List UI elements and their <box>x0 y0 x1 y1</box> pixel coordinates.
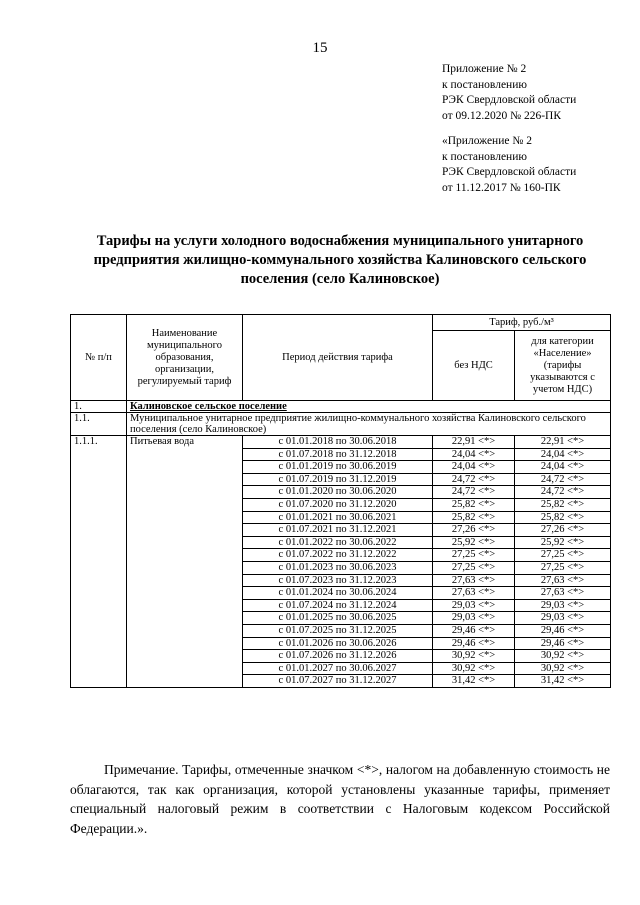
appendix-line: «Приложение № 2 <box>442 135 532 147</box>
document-title: Тарифы на услуги холодного водоснабжения муниципального унитарного предприятия жилищно-коммунального хозяйства Калиновского сельского поселения (село Калиновское) <box>93 233 587 287</box>
population-cell: 27,26 <*> <box>515 524 611 537</box>
table-row <box>71 413 611 436</box>
period-cell: с 01.01.2021 по 30.06.2021 <box>243 511 433 524</box>
row-num: 1.1. <box>71 413 127 436</box>
note-paragraph: Примечание. Тарифы, отмеченные значком <*>, налогом на добавленную стоимость не облагаются, так как организация, которой установлены указанные тарифы, применяет специальный налоговый режим в соответствии с Налоговым кодексом Российской Федерации.». <box>70 762 610 836</box>
period-cell: с 01.07.2018 по 31.12.2018 <box>243 448 433 461</box>
no-vat-cell: 29,03 <*> <box>433 599 515 612</box>
period-rows <box>71 436 611 688</box>
row-num: 1.1.1. <box>71 436 127 688</box>
appendix-line: РЭК Свердловской области <box>442 94 577 106</box>
population-cell: 27,25 <*> <box>515 549 611 562</box>
header-no-vat: без НДС <box>433 331 515 401</box>
no-vat-cell: 27,63 <*> <box>433 574 515 587</box>
period-cell: с 01.01.2020 по 30.06.2020 <box>243 486 433 499</box>
population-cell: 24,04 <*> <box>515 461 611 474</box>
appendix-line: Приложение № 2 <box>442 63 527 75</box>
population-cell: 24,04 <*> <box>515 448 611 461</box>
population-cell: 22,91 <*> <box>515 436 611 449</box>
population-cell: 29,03 <*> <box>515 612 611 625</box>
row-name <box>127 401 611 413</box>
header-tariff: Тариф, руб./м³ <box>433 315 611 331</box>
no-vat-cell: 24,04 <*> <box>433 448 515 461</box>
period-cell: с 01.01.2018 по 30.06.2018 <box>243 436 433 449</box>
row-num: 1. <box>71 401 127 413</box>
header-num: № п/п <box>71 315 127 401</box>
no-vat-cell: 27,26 <*> <box>433 524 515 537</box>
period-cell: с 01.01.2019 по 30.06.2019 <box>243 461 433 474</box>
no-vat-cell: 30,92 <*> <box>433 650 515 663</box>
appendix-line: от 09.12.2020 № 226-ПК <box>442 109 562 122</box>
no-vat-cell: 24,72 <*> <box>433 473 515 486</box>
no-vat-cell: 25,82 <*> <box>433 511 515 524</box>
header-population: для категории «Население» (тарифы указываются с учетом НДС) <box>515 331 611 401</box>
tariff-table <box>70 314 611 688</box>
population-cell: 31,42 <*> <box>515 675 611 688</box>
period-cell: с 01.07.2026 по 31.12.2026 <box>243 650 433 663</box>
period-cell: с 01.07.2024 по 31.12.2024 <box>243 599 433 612</box>
appendix-line: к постановлению <box>442 78 527 91</box>
population-cell: 30,92 <*> <box>515 662 611 675</box>
appendix-line: от 11.12.2017 № 160-ПК <box>442 181 561 194</box>
period-cell: с 01.01.2027 по 30.06.2027 <box>243 662 433 675</box>
period-cell: с 01.07.2019 по 31.12.2019 <box>243 473 433 486</box>
population-cell: 29,46 <*> <box>515 624 611 637</box>
population-cell: 25,82 <*> <box>515 511 611 524</box>
no-vat-cell: 30,92 <*> <box>433 662 515 675</box>
table-row <box>71 401 611 413</box>
population-cell: 25,92 <*> <box>515 536 611 549</box>
population-cell: 24,72 <*> <box>515 486 611 499</box>
header-row <box>71 315 611 331</box>
header-name: Наименование муниципального образования, организации, регулируемый тариф <box>127 315 243 401</box>
no-vat-cell: 24,72 <*> <box>433 486 515 499</box>
population-cell: 29,46 <*> <box>515 637 611 650</box>
no-vat-cell: 24,04 <*> <box>433 461 515 474</box>
appendix-line: РЭК Свердловской области <box>442 166 577 178</box>
population-cell: 30,92 <*> <box>515 650 611 663</box>
period-cell: с 01.07.2023 по 31.12.2023 <box>243 574 433 587</box>
period-cell: с 01.01.2023 по 30.06.2023 <box>243 561 433 574</box>
no-vat-cell: 27,25 <*> <box>433 549 515 562</box>
period-cell: с 01.01.2024 по 30.06.2024 <box>243 587 433 600</box>
no-vat-cell: 22,91 <*> <box>433 436 515 449</box>
population-cell: 27,63 <*> <box>515 587 611 600</box>
period-cell: с 01.07.2027 по 31.12.2027 <box>243 675 433 688</box>
appendix-block-new <box>442 62 576 124</box>
row-name: Муниципальное унитарное предприятие жилищно-коммунального хозяйства Калиновского сельского поселения (село Калиновское) <box>127 413 611 436</box>
period-cell: с 01.07.2020 по 31.12.2020 <box>243 498 433 511</box>
population-cell: 24,72 <*> <box>515 473 611 486</box>
population-cell: 27,25 <*> <box>515 561 611 574</box>
period-cell: с 01.01.2026 по 30.06.2026 <box>243 637 433 650</box>
no-vat-cell: 27,63 <*> <box>433 587 515 600</box>
population-cell: 27,63 <*> <box>515 574 611 587</box>
no-vat-cell: 31,42 <*> <box>433 675 515 688</box>
no-vat-cell: 29,46 <*> <box>433 637 515 650</box>
appendix-block-old <box>442 134 576 196</box>
population-cell: 25,82 <*> <box>515 498 611 511</box>
header-period: Период действия тарифа <box>243 315 433 401</box>
period-cell: с 01.07.2021 по 31.12.2021 <box>243 524 433 537</box>
row-name: Питьевая вода <box>127 436 243 688</box>
period-cell: с 01.07.2022 по 31.12.2022 <box>243 549 433 562</box>
no-vat-cell: 27,25 <*> <box>433 561 515 574</box>
period-cell: с 01.01.2025 по 30.06.2025 <box>243 612 433 625</box>
no-vat-cell: 25,82 <*> <box>433 498 515 511</box>
page-number: 15 <box>312 40 328 56</box>
row-name-text: Калиновское сельское поселение <box>130 401 287 412</box>
no-vat-cell: 25,92 <*> <box>433 536 515 549</box>
no-vat-cell: 29,03 <*> <box>433 612 515 625</box>
population-cell: 29,03 <*> <box>515 599 611 612</box>
no-vat-cell: 29,46 <*> <box>433 624 515 637</box>
appendix-line: к постановлению <box>442 150 527 163</box>
table-row <box>71 436 611 449</box>
period-cell: с 01.01.2022 по 30.06.2022 <box>243 536 433 549</box>
period-cell: с 01.07.2025 по 31.12.2025 <box>243 624 433 637</box>
